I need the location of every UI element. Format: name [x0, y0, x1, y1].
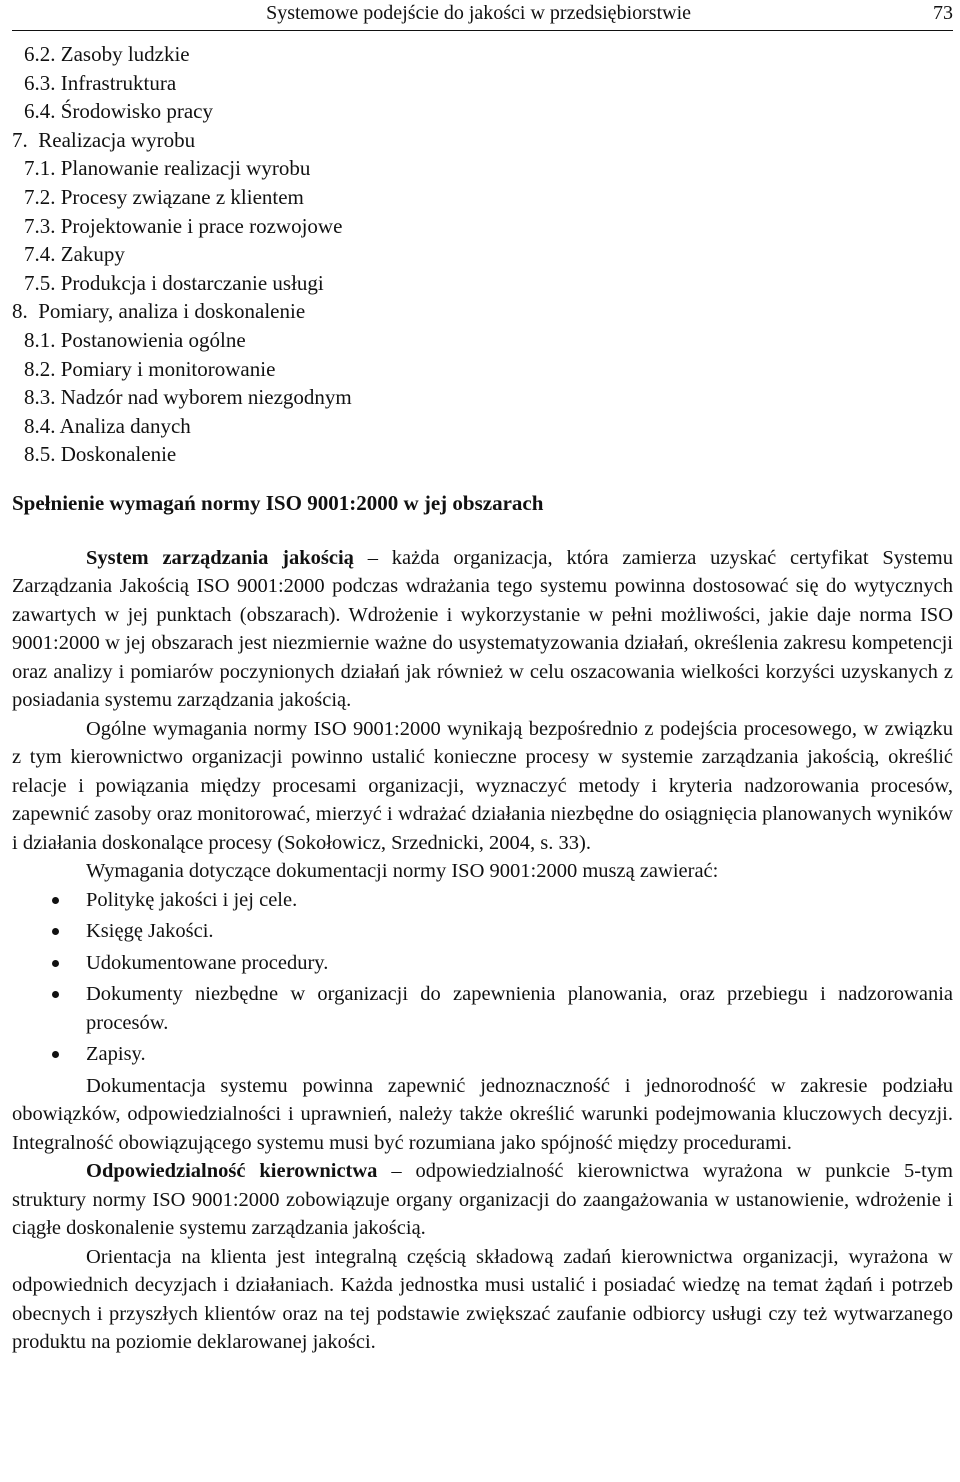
toc-label: Pomiary i monitorowanie	[60, 356, 276, 381]
toc-item	[12, 412, 953, 441]
toc-label: Planowanie realizacji wyrobu	[60, 156, 311, 181]
toc-item	[12, 154, 953, 183]
toc-item	[12, 69, 953, 98]
bullet-item	[12, 886, 953, 915]
toc-label: Pomiary, analiza i doskonalenie	[38, 299, 306, 324]
term-bold: Odpowiedzialność kierownictwa	[86, 1160, 378, 1183]
paragraph-customer-orientation: Orientacja na klienta jest integralną częścią składową zadań kierownictwa organizacji, wyrażona w odpowiednich decyzjach i działaniach. Każda jednostka musi ustalić i posiadać wiedzę na temat żądań i potrzeb obecnych i przyszłych klientów oraz na tej podstawie zwiększać zaufanie odbiorcy usługi czy też wytwarzanego produktu na poziomie deklarowanej jakości.	[12, 1245, 953, 1354]
bullet-list	[12, 886, 953, 1069]
paragraph-text: – odpowiedzialność kierownictwa wyrażona w punkcie 5-tym struktury normy ISO 9001:2000 zobowiązuje organy organizacji do zaangażowania w ustanowienie, wdrożenie i ciągłe doskonalenie systemu zarządzania jakością.	[12, 1160, 953, 1240]
toc-number: 7.3.	[24, 213, 56, 238]
toc-item	[12, 297, 953, 326]
toc-number: 8.3.	[24, 385, 56, 410]
toc-number: 8.	[12, 299, 28, 324]
toc-number: 8.2.	[24, 356, 56, 381]
paragraph-system	[12, 544, 953, 715]
term-bold: System zarządzania jakością	[86, 546, 354, 569]
bullet-item	[12, 980, 953, 1037]
bullet-text: Zapisy.	[86, 1043, 146, 1066]
bullet-item	[12, 917, 953, 946]
bullet-dot-icon	[52, 1051, 59, 1058]
toc-label: Nadzór nad wyborem niezgodnym	[60, 385, 352, 410]
toc-number: 7.4.	[24, 242, 56, 267]
toc-number: 7.5.	[24, 270, 56, 295]
header-title: Systemowe podejście do jakości w przedsiębiorstwie	[266, 2, 691, 24]
toc-item	[12, 40, 953, 69]
bullet-text: Dokumenty niezbędne w organizacji do zapewnienia planowania, oraz przebiegu i nadzorowania procesów.	[86, 983, 953, 1034]
toc-item	[12, 126, 953, 155]
bullet-dot-icon	[52, 928, 59, 935]
toc-number: 8.5.	[24, 442, 56, 467]
toc-item	[12, 355, 953, 384]
bullet-text: Księgę Jakości.	[86, 920, 214, 943]
toc-number: 6.2.	[24, 42, 56, 66]
toc-label: Analiza danych	[59, 413, 191, 438]
toc-item	[12, 240, 953, 269]
toc-label: Środowisko pracy	[60, 99, 213, 124]
toc-number: 7.1.	[24, 156, 56, 181]
toc-label: Projektowanie i prace rozwojowe	[60, 213, 343, 238]
toc-label: Produkcja i dostarczanie usługi	[60, 270, 324, 295]
toc-number: 6.3.	[24, 70, 56, 95]
toc-number: 7.2.	[24, 184, 56, 209]
toc-item	[12, 440, 953, 469]
toc-label: Procesy związane z klientem	[60, 184, 304, 209]
toc-number: 6.4.	[24, 99, 56, 124]
toc-label: Realizacja wyrobu	[38, 127, 196, 152]
toc-item	[12, 97, 953, 126]
bullet-dot-icon	[52, 960, 59, 967]
bullet-item	[12, 1040, 953, 1069]
toc-item	[12, 269, 953, 298]
toc-label: Postanowienia ogólne	[60, 327, 246, 352]
toc-label: Infrastruktura	[60, 70, 177, 95]
bullet-text: Udokumentowane procedury.	[86, 951, 329, 974]
toc-item	[12, 183, 953, 212]
toc-list	[12, 40, 953, 469]
paragraph-documentation: Dokumentacja systemu powinna zapewnić jednoznaczność i jednorodność w zakresie podziału obowiązków, odpowiedzialności i uprawnień, należy także określić warunki podejmowania kluczowych decyzji. Integralność obowiązującego systemu musi być rozumiana jako spójność między procedurami.	[12, 1074, 953, 1154]
page-number: 73	[933, 2, 953, 24]
document-page	[12, 0, 953, 1357]
running-header	[12, 0, 953, 26]
section-heading: Spełnienie wymagań normy ISO 9001:2000 w jej obszarach	[12, 490, 544, 515]
toc-number: 7.	[12, 127, 28, 152]
paragraph-management	[12, 1157, 953, 1243]
toc-item	[12, 326, 953, 355]
toc-number: 8.4.	[24, 413, 56, 438]
toc-label: Zasoby ludzkie	[60, 42, 190, 66]
paragraph-documentation-intro: Wymagania dotyczące dokumentacji normy ISO 9001:2000 muszą zawierać:	[86, 860, 719, 883]
bullet-dot-icon	[52, 991, 59, 998]
header-rule	[12, 30, 953, 31]
paragraph-general-requirements: Ogólne wymagania normy ISO 9001:2000 wynikają bezpośrednio z podejścia procesowego, w związku z tym kierownictwo organizacji powinno ustalić konieczne procesy w systemie zarządzania jakością, określić relacje i powiązania między procesami organizacji, wyznaczyć metody i kryteria nadzorowania procesów, zapewnić zasoby oraz monitorować, mierzyć i wdrażać działania niezbędne do osiągnięcia planowanych wyników i działania doskonalące procesy (Sokołowicz, Srzednicki, 2004, s. 33).	[12, 717, 953, 854]
bullet-dot-icon	[52, 897, 59, 904]
toc-item	[12, 212, 953, 241]
paragraph-text: – każda organizacja, która zamierza uzyskać certyfikat Systemu Zarządzania Jakością ISO 9001:2000 podczas wdrażania tego systemu powinna dostosować się do wytycznych zawartych w jej punktach (obszarach). Wdrożenie i wykorzystanie w pełni możliwości, jakie daje norma ISO 9001:2000 w jej obszarach jest niezmiernie ważne do usystematyzowania działań, określenia zakresu kompetencji oraz analizy i pomiarów poczynionych działań jak również w celu oszacowania wielkości korzyści uzyskanych z posiadania systemu zarządzania jakością.	[12, 546, 953, 712]
bullet-item	[12, 949, 953, 978]
toc-label: Doskonalenie	[60, 442, 177, 467]
bullet-text: Politykę jakości i jej cele.	[86, 888, 298, 911]
toc-item	[12, 383, 953, 412]
toc-number: 8.1.	[24, 327, 56, 352]
toc-label: Zakupy	[60, 242, 125, 267]
